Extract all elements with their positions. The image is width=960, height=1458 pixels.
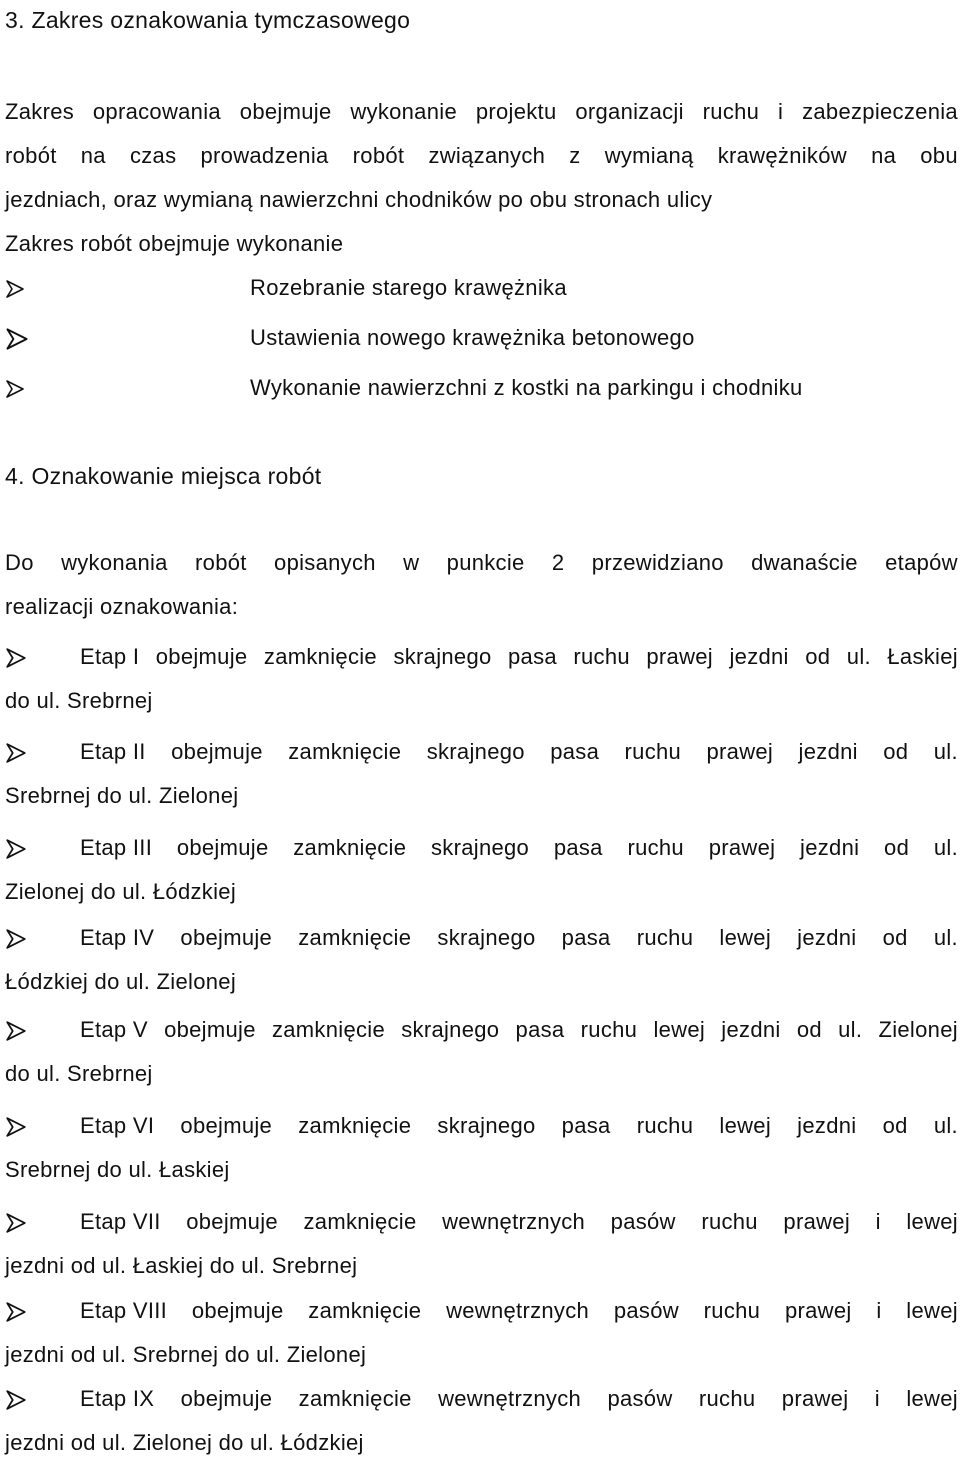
stage-9-line-1: [80, 1385, 958, 1413]
stage-5-line-1: [80, 1016, 958, 1044]
stage-4-line-1-word: skrajnego: [437, 925, 536, 950]
stage-5-line-1-word: zamknięcie: [271, 1017, 386, 1042]
arrow-bullet-icon: [5, 1208, 27, 1236]
stage-4-line-1-word: ruchu: [636, 925, 694, 950]
stage-2-line-1-word: jezdni: [798, 739, 858, 764]
stage-3-line-1-word: ruchu: [627, 835, 684, 860]
section-3-list-item: Wykonanie nawierzchni z kostki na parkingu i chodniku: [250, 375, 803, 400]
stage-3-line-1-word: ul.: [933, 835, 958, 860]
stage-9-line-1-word: pasów: [607, 1386, 673, 1411]
section-3-intro-line-2-word: robót: [352, 143, 405, 168]
section-3-intro-line-2-word: robót: [5, 143, 57, 168]
stage-9-line-1-word: ruchu: [698, 1386, 756, 1411]
stage-3-line-1-word: od: [884, 835, 910, 860]
stage-1-line-1-word: pasa: [508, 644, 557, 669]
section-3-intro-line-1-word: wykonanie: [350, 99, 457, 124]
stage-5-line-1-word: Etap V: [80, 1017, 148, 1042]
section-4-intro-line-1-word: przewidziano: [591, 550, 724, 575]
stage-1-line-1-word: Etap I: [80, 644, 140, 669]
stage-3-line-1-word: jezdni: [800, 835, 860, 860]
stage-5-line-1-word: ul.: [838, 1017, 863, 1042]
section-4-intro-line-1-word: Do: [5, 550, 34, 575]
stage-6-line-2: Srebrnej do ul. Łaskiej: [5, 1157, 230, 1182]
section-3-intro-line-1-word: obejmuje: [239, 99, 332, 124]
section-3-scope-label: Zakres robót obejmuje wykonanie: [5, 231, 344, 256]
stage-9-line-1-word: zamknięcie: [298, 1386, 412, 1411]
stage-3-line-1-word: zamknięcie: [293, 835, 407, 860]
stage-3-line-1-word: Etap III: [80, 835, 153, 860]
stage-6-line-1-word: ul.: [933, 1113, 958, 1138]
section-4-intro-line-1-word: etapów: [885, 550, 958, 575]
stage-1-line-1-word: obejmuje: [155, 644, 248, 669]
stage-2-line-1-word: pasa: [550, 739, 600, 764]
arrow-bullet-icon: [5, 374, 25, 402]
section-3-intro-line-1-word: i: [778, 99, 784, 124]
stage-6-line-1-word: skrajnego: [437, 1113, 536, 1138]
stage-3-line-2: Zielonej do ul. Łódzkiej: [5, 879, 237, 904]
section-3-intro-line-1-word: organizacji: [575, 99, 684, 124]
stage-5-line-1-word: Zielonej: [878, 1017, 958, 1042]
stage-2-line-1-word: ul.: [933, 739, 958, 764]
stage-7-line-1-word: lewej: [906, 1209, 958, 1234]
section-4-intro-line-2: realizacji oznakowania:: [5, 594, 239, 619]
stage-8-line-1-word: prawej: [784, 1298, 852, 1323]
stage-3-line-1-word: prawej: [708, 835, 776, 860]
section-4-heading: 4. Oznakowanie miejsca robót: [5, 463, 322, 489]
stage-1-line-1: [80, 643, 958, 671]
section-4-intro-line-1-word: robót: [195, 550, 247, 575]
stage-5-line-1-word: pasa: [515, 1017, 565, 1042]
stage-5-line-1-word: jezdni: [721, 1017, 781, 1042]
stage-2-line-1-word: skrajnego: [426, 739, 525, 764]
arrow-bullet-icon: [5, 834, 27, 862]
stage-3-line-1: [80, 834, 958, 862]
stage-9-line-1-word: lewej: [906, 1386, 958, 1411]
arrow-bullet-icon: [5, 1016, 27, 1044]
stage-7-line-1-word: pasów: [610, 1209, 676, 1234]
section-3-intro-line-2-word: krawężników: [717, 143, 847, 168]
stage-6-line-1-word: lewej: [719, 1113, 772, 1138]
section-4-intro-line-1-word: dwanaście: [751, 550, 858, 575]
stage-9-line-1-word: prawej: [781, 1386, 849, 1411]
stage-6-line-1-word: pasa: [561, 1113, 611, 1138]
section-3-list-item: Rozebranie starego krawężnika: [250, 275, 567, 300]
stage-2-line-1-word: obejmuje: [171, 739, 263, 764]
section-3-intro-line-2: [5, 142, 958, 170]
stage-2-line-1: [80, 738, 958, 766]
stage-6-line-1-word: zamknięcie: [298, 1113, 412, 1138]
section-3-intro-line-1: [5, 98, 958, 126]
stage-8-line-1: [80, 1297, 958, 1325]
stage-5-line-1-word: obejmuje: [164, 1017, 256, 1042]
stage-7-line-1-word: prawej: [783, 1209, 851, 1234]
stage-7-line-1-word: i: [875, 1209, 881, 1234]
section-4-intro-line-1-word: punkcie: [446, 550, 525, 575]
stage-4-line-1-word: ul.: [933, 925, 958, 950]
stage-8-line-2: jezdni od ul. Srebrnej do ul. Zielonej: [5, 1342, 367, 1367]
stage-6-line-1-word: ruchu: [636, 1113, 694, 1138]
stage-6-line-1: [80, 1112, 958, 1140]
stage-1-line-1-word: skrajnego: [393, 644, 492, 669]
stage-7-line-1-word: zamknięcie: [303, 1209, 417, 1234]
stage-1-line-1-word: od: [805, 644, 831, 669]
stage-1-line-1-word: jezdni: [729, 644, 789, 669]
section-3-intro-line-2-word: na: [871, 143, 897, 168]
section-3-intro-line-1-word: opracowania: [92, 99, 221, 124]
section-3-heading: 3. Zakres oznakowania tymczasowego: [5, 7, 411, 33]
section-3-intro-line-2-word: obu: [920, 143, 958, 168]
stage-4-line-1-word: od: [882, 925, 908, 950]
stage-1-line-1-word: ruchu: [573, 644, 630, 669]
stage-2-line-1-word: prawej: [706, 739, 774, 764]
arrow-bullet-icon: [5, 324, 29, 352]
stage-1-line-2: do ul. Srebrnej: [5, 688, 153, 713]
arrow-bullet-icon: [5, 924, 27, 952]
stage-1-line-1-word: prawej: [646, 644, 713, 669]
stage-6-line-1-word: od: [882, 1113, 908, 1138]
section-3-intro-line-2-word: wymianą: [604, 143, 694, 168]
stage-6-line-1-word: obejmuje: [180, 1113, 273, 1138]
stage-8-line-1-word: i: [876, 1298, 882, 1323]
section-3-intro-line-2-word: czas: [129, 143, 177, 168]
stage-4-line-1-word: jezdni: [797, 925, 857, 950]
stage-2-line-1-word: zamknięcie: [288, 739, 402, 764]
stage-4-line-1-word: lewej: [719, 925, 772, 950]
stage-8-line-1-word: obejmuje: [191, 1298, 284, 1323]
stage-2-line-1-word: ruchu: [624, 739, 682, 764]
section-3-intro-line-1-word: projektu: [475, 99, 557, 124]
arrow-bullet-icon: [5, 1112, 27, 1140]
arrow-bullet-icon: [5, 643, 27, 671]
stage-4-line-1-word: Etap IV: [80, 925, 155, 950]
stage-4-line-2: Łódzkiej do ul. Zielonej: [5, 969, 237, 994]
stage-7-line-1-word: ruchu: [701, 1209, 758, 1234]
stage-8-line-1-word: zamknięcie: [308, 1298, 422, 1323]
section-3-intro-line-2-word: związanych: [428, 143, 546, 168]
section-4-intro-line-1-word: 2: [551, 550, 565, 575]
stage-9-line-1-word: i: [874, 1386, 880, 1411]
stage-6-line-1-word: Etap VI: [80, 1113, 155, 1138]
stage-8-line-1-word: pasów: [613, 1298, 679, 1323]
section-3-intro-line-2-word: z: [569, 143, 581, 168]
stage-3-line-1-word: pasa: [553, 835, 603, 860]
section-4-intro-line-1: [5, 549, 958, 577]
section-3-intro-line-1-word: Zakres: [5, 99, 75, 124]
stage-5-line-1-word: skrajnego: [401, 1017, 500, 1042]
stage-7-line-1-word: wewnętrznych: [442, 1209, 586, 1234]
stage-1-line-1-word: Łaskiej: [887, 644, 958, 669]
stage-4-line-1: [80, 924, 958, 952]
stage-8-line-1-word: lewej: [906, 1298, 958, 1323]
stage-8-line-1-word: ruchu: [703, 1298, 761, 1323]
stage-9-line-1-word: wewnętrznych: [438, 1386, 582, 1411]
section-3-intro-line-1-word: ruchu: [702, 99, 760, 124]
stage-8-line-1-word: wewnętrznych: [446, 1298, 590, 1323]
stage-6-line-1-word: jezdni: [797, 1113, 857, 1138]
stage-3-line-1-word: skrajnego: [431, 835, 530, 860]
stage-5-line-1-word: ruchu: [580, 1017, 638, 1042]
stage-3-line-1-word: obejmuje: [176, 835, 269, 860]
stage-9-line-2: jezdni od ul. Zielonej do ul. Łódzkiej: [5, 1430, 364, 1455]
arrow-bullet-icon: [5, 1385, 27, 1413]
stage-7-line-1: [80, 1208, 958, 1236]
stage-2-line-2: Srebrnej do ul. Zielonej: [5, 783, 239, 808]
section-3-intro-line-1-word: zabezpieczenia: [802, 99, 958, 124]
section-3-intro-line-2-word: prowadzenia: [200, 143, 329, 168]
stage-7-line-2: jezdni od ul. Łaskiej do ul. Srebrnej: [5, 1253, 358, 1278]
stage-7-line-1-word: obejmuje: [186, 1209, 278, 1234]
stage-4-line-1-word: zamknięcie: [298, 925, 412, 950]
stage-5-line-1-word: lewej: [653, 1017, 706, 1042]
arrow-bullet-icon: [5, 1297, 27, 1325]
section-3-intro-line-3: jezdniach, oraz wymianą nawierzchni chodników po obu stronach ulicy: [5, 187, 713, 212]
stage-1-line-1-word: zamknięcie: [263, 644, 377, 669]
stage-1-line-1-word: ul.: [846, 644, 871, 669]
arrow-bullet-icon: [5, 274, 25, 302]
stage-5-line-1-word: od: [796, 1017, 822, 1042]
stage-2-line-1-word: od: [883, 739, 909, 764]
stage-9-line-1-word: obejmuje: [180, 1386, 273, 1411]
stage-7-line-1-word: Etap VII: [80, 1209, 161, 1234]
stage-2-line-1-word: Etap II: [80, 739, 146, 764]
arrow-bullet-icon: [5, 738, 27, 766]
section-4-intro-line-1-word: opisanych: [274, 550, 376, 575]
section-4-intro-line-1-word: wykonania: [61, 550, 168, 575]
section-3-intro-line-2-word: na: [80, 143, 106, 168]
section-3-list-item: Ustawienia nowego krawężnika betonowego: [250, 325, 695, 350]
stage-9-line-1-word: Etap IX: [80, 1386, 155, 1411]
stage-4-line-1-word: pasa: [561, 925, 611, 950]
stage-8-line-1-word: Etap VIII: [80, 1298, 168, 1323]
stage-5-line-2: do ul. Srebrnej: [5, 1061, 153, 1086]
section-4-intro-line-1-word: w: [403, 550, 420, 575]
stage-4-line-1-word: obejmuje: [180, 925, 273, 950]
